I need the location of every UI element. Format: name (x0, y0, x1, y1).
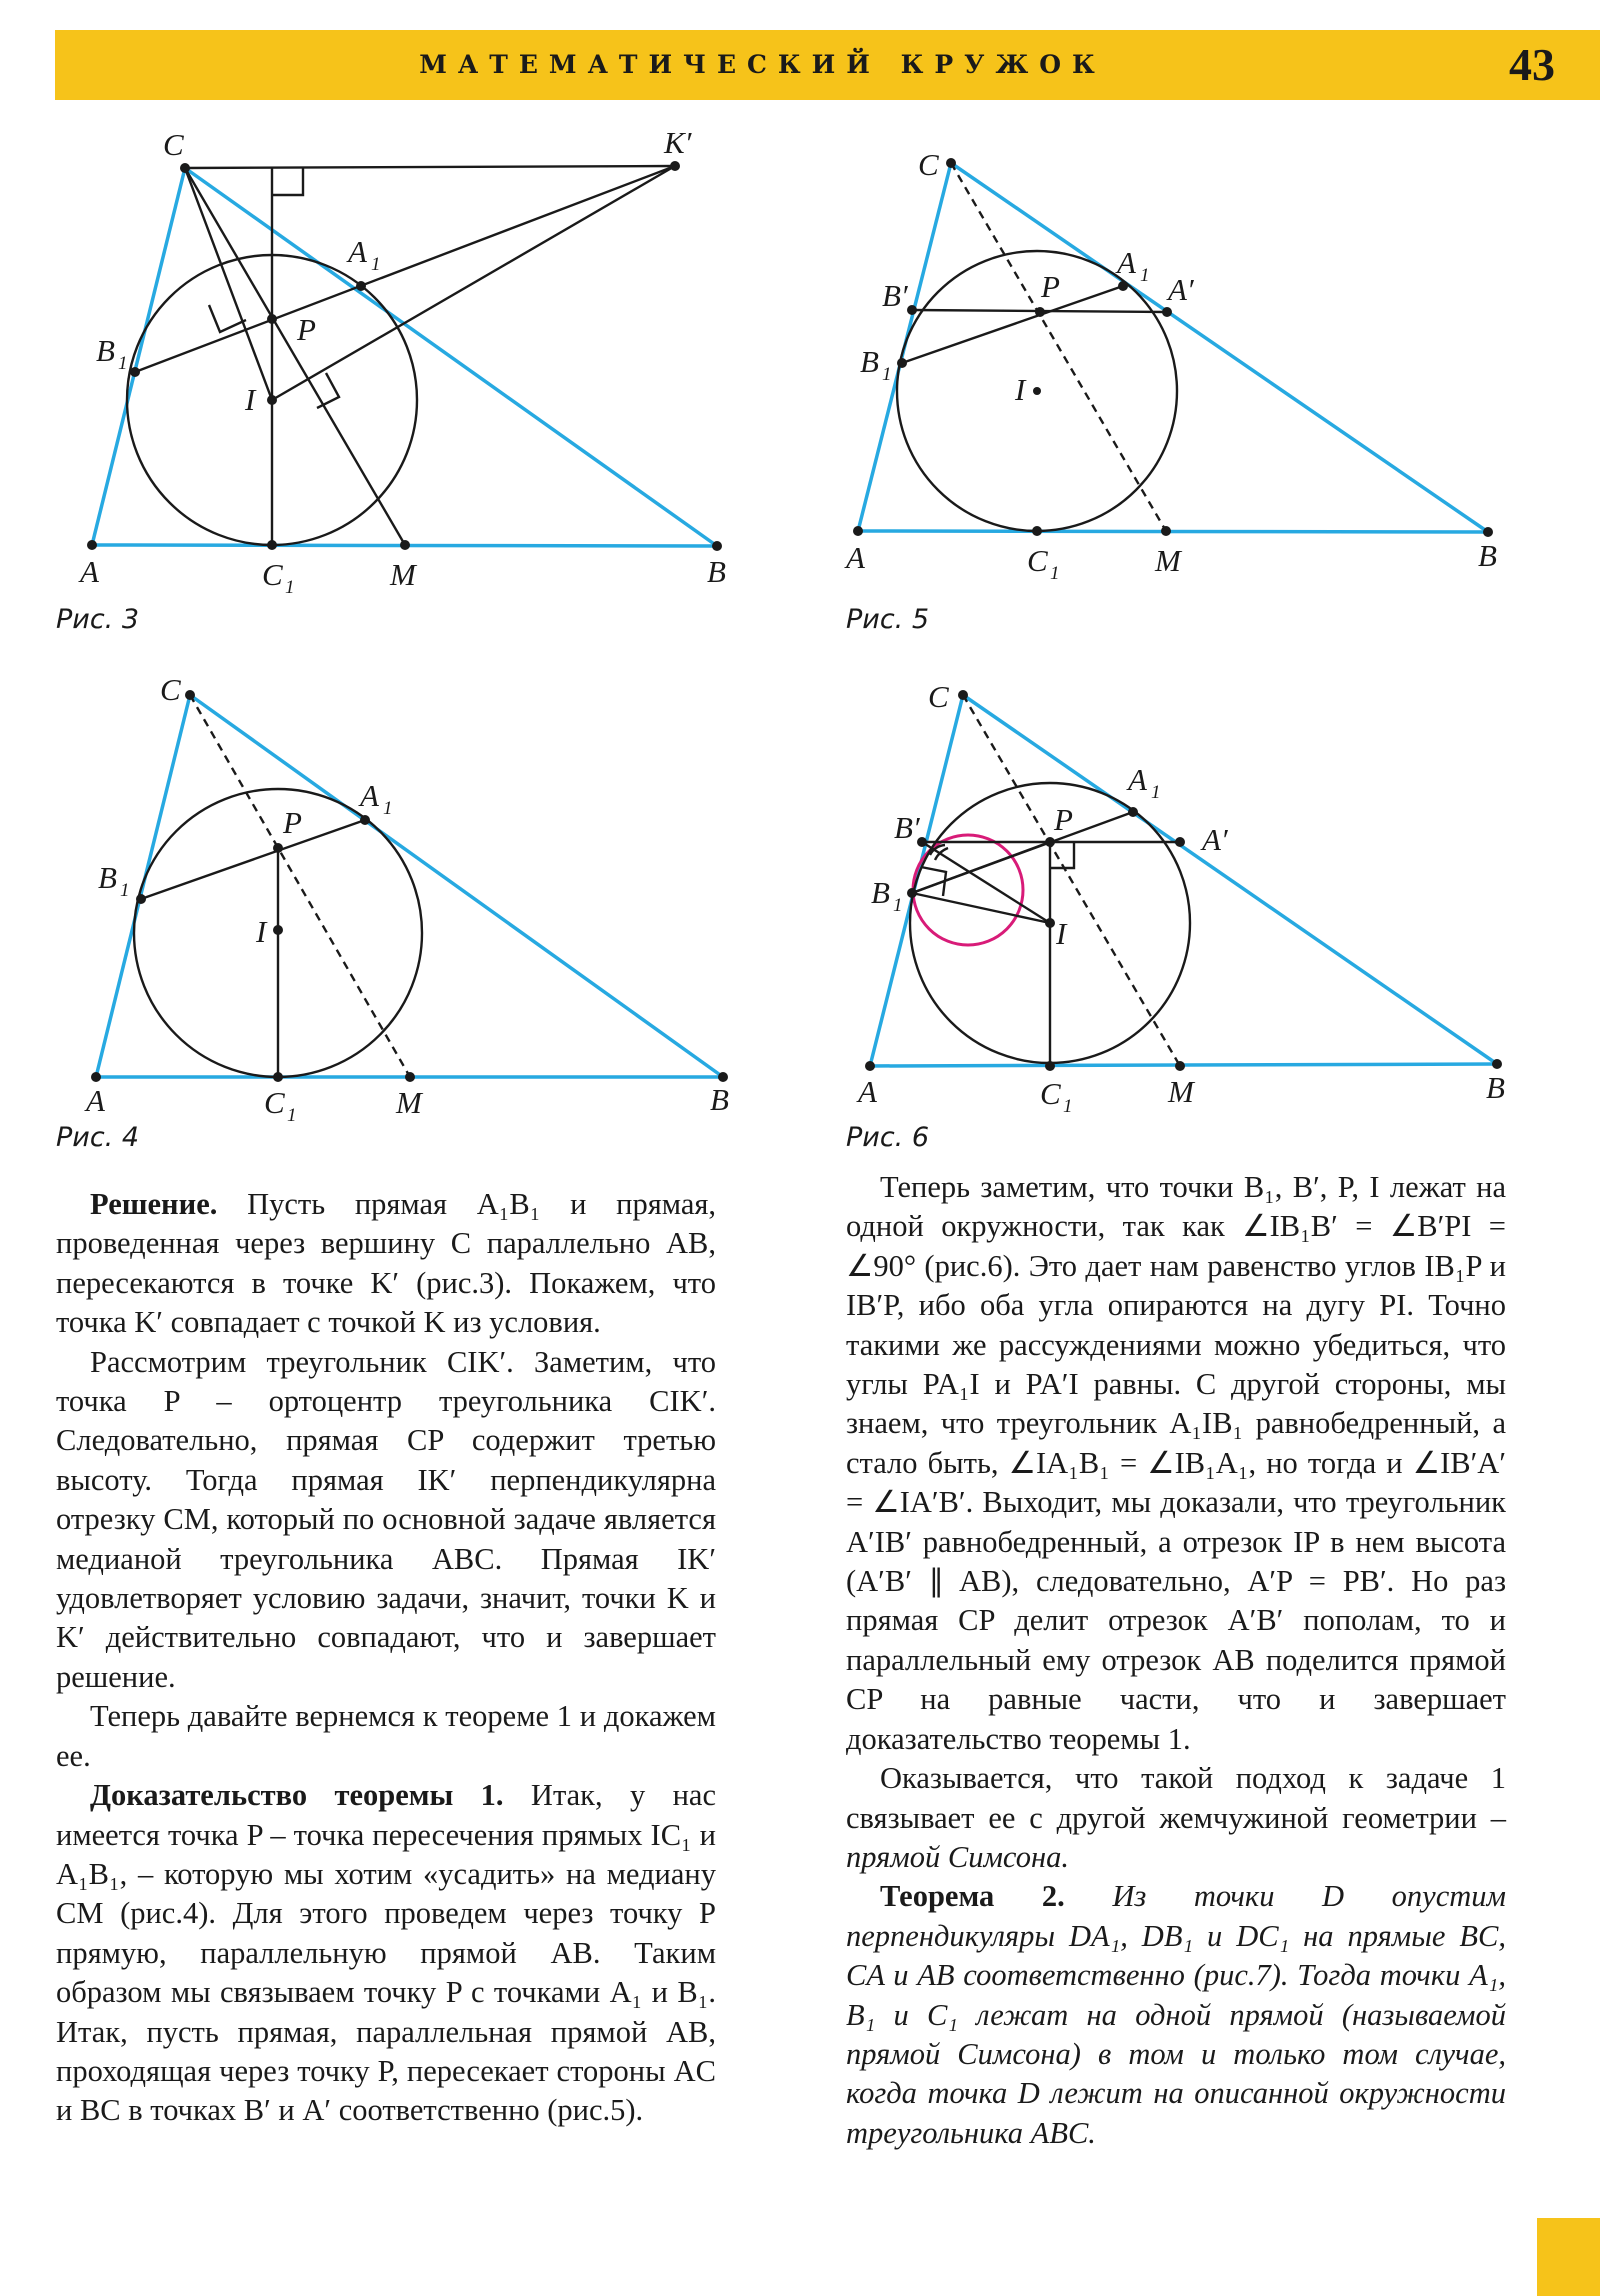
label-p: P (297, 312, 316, 347)
label-aprime: A′ (1168, 272, 1194, 307)
label-b1-sub: 1 (118, 353, 128, 374)
point-c (180, 163, 190, 173)
point-a1 (356, 281, 366, 291)
running-title: МАТЕМАТИЧЕСКИЙ КРУЖОК (419, 50, 1106, 79)
theorem-2-text: Из точки D опустим перпендикуляры DA₁, DB₁ и DC₁ на прямые BC, CA и AB соответственно (рис.7). Тогда точки A₁, B₁ и C₁ лежат на одной прямой (называемой прямой Симсона) в том и только том случае, когда точка D лежит на описанной окружности треугольника ABC. (846, 1879, 1506, 2150)
label-b1: B (96, 333, 115, 368)
label-b: B (1478, 538, 1497, 573)
theorem-2-paragraph (846, 1877, 1506, 2153)
figure-3 (0, 110, 800, 610)
right-angle-mark (1050, 842, 1074, 868)
label-m: M (396, 1085, 422, 1120)
label-p: P (283, 805, 302, 840)
label-a: A (80, 554, 99, 589)
figure-4-caption: Рис. 4 (56, 1122, 140, 1153)
label-c: C (160, 672, 181, 707)
label-a: A (858, 1074, 877, 1109)
figure-5 (800, 110, 1600, 610)
label-i: I (1056, 916, 1067, 951)
label-i: I (245, 382, 256, 417)
right-angle-mark (317, 373, 339, 408)
label-b1-sub: 1 (893, 895, 903, 916)
label-bprime: B′ (882, 278, 908, 313)
point-c1 (267, 540, 277, 550)
label-a1: A (360, 778, 379, 813)
label-b1-sub: 1 (120, 880, 130, 901)
label-i: I (1015, 372, 1026, 407)
ortocenter-paragraph: Рассмотрим треугольник CIK′. Заметим, что точка P – ортоцентр треугольника CIK′. Следовательно, прямая CP содержит третью высоту. Тогда прямая IK′ перпендикулярна отрезку CM, который по основной задаче является медианой треугольника ABC. Прямая IK′ удовлетворяет условию задачи, значит, точки K и K′ действительно совпадают, что и завершает решение. (56, 1344, 716, 1694)
point-m (400, 540, 410, 550)
line-i-kprime (272, 166, 675, 400)
cyclic-paragraph: Теперь заметим, что точки B₁, B′, P, I лежат на одной окружности, так как ∠IB₁B′ = ∠B′PI = ∠90° (рис.6). Это дает нам равенство углов IB₁P и IB′P, ибо оба угла опираются на дугу PI. Точно такими же рассуждениями можно убедиться, что углы PA₁I и PA′I равны. С другой стороны, мы знаем, что треугольник A₁IB₁ равнобедренный, а стало быть, ∠IA₁B₁ = ∠IB₁A₁, но тогда и ∠IB′A′ = ∠IA′B′. Выходит, мы доказали, что треугольник A′IB′ равнобедренный, а отрезок IP в нем высота (A′B′ ∥ AB), следовательно, A′P = PB′. Но раз прямая CP делит отрезок A′B′ пополам, то и параллельный ему отрезок AB поделится прямой CP на равные части, что и завершает доказательство теоремы 1. (846, 1170, 1506, 1756)
label-b: B (707, 554, 726, 589)
label-a: A (86, 1083, 105, 1118)
label-kprime: K′ (664, 125, 692, 160)
triangle-sides (858, 163, 1488, 532)
proof-text: Итак, у нас имеется точка P – точка пересечения прямых IC₁ и A₁B₁, – которую мы хотим «усадить» на медиану CM (рис.4). Для этого проведем через точку P прямую, параллельную прямой AB. Таким образом мы связываем точку P с точками A₁ и B₁. Итак, пусть прямая, параллельная прямой AB, проходящая через точку P, пересекает стороны AC и BC в точках B′ и A′ соответственно (рис.5). (56, 1778, 716, 2128)
label-c1: C (1040, 1076, 1061, 1111)
page-header (55, 30, 1600, 100)
right-angle-mark (272, 168, 303, 195)
point-i (267, 395, 277, 405)
label-m: M (1168, 1074, 1194, 1109)
line-c-m (185, 168, 405, 545)
label-b: B (710, 1082, 729, 1117)
label-a1-sub: 1 (1140, 265, 1150, 286)
label-c1: C (262, 557, 283, 592)
label-c1-sub: 1 (287, 1105, 297, 1126)
solution-text: Пусть прямая A₁B₁ и прямая, проведенная через вершину C параллельно AB, пересекаются в точке K′ (рис.3). Покажем, что точка K′ совпадает с точкой K из условия. (56, 1187, 717, 1340)
label-c1: C (1027, 543, 1048, 578)
simson-intro-paragraph (846, 1759, 1506, 1877)
line-c-kprime (185, 166, 675, 168)
triangle-sides (96, 695, 723, 1077)
label-c: C (163, 127, 184, 162)
return-paragraph: Теперь давайте вернемся к теореме 1 и докажем ее. (56, 1699, 716, 1773)
label-c1-sub: 1 (1063, 1096, 1073, 1117)
simson-intro-text: Оказывается, что такой подход к задаче 1 связывает ее с другой жемчужиной геометрии – (846, 1761, 1506, 1835)
solution-label: Решение. (90, 1187, 218, 1221)
label-c: C (928, 679, 949, 714)
label-c: C (918, 147, 939, 182)
label-b1: B (860, 344, 879, 379)
median-cm (963, 695, 1180, 1066)
figure-6-caption: Рис. 6 (846, 1122, 930, 1153)
left-text-column (56, 1185, 716, 2131)
label-a1-sub: 1 (1151, 782, 1161, 803)
point-kprime (670, 161, 680, 171)
median-cm (190, 695, 410, 1077)
label-b: B (1486, 1070, 1505, 1105)
label-a1: A (1128, 762, 1147, 797)
label-bprime: B′ (894, 810, 920, 845)
page-number: 43 (1509, 39, 1555, 90)
label-b1-sub: 1 (882, 364, 892, 385)
label-p: P (1041, 269, 1060, 304)
label-c1-sub: 1 (1050, 563, 1060, 584)
figure-5-caption: Рис. 5 (846, 604, 930, 635)
line-b1-a1 (902, 286, 1123, 363)
point-b (712, 541, 722, 551)
label-b1: B (98, 860, 117, 895)
proof-label: Доказательство теоремы 1. (90, 1778, 504, 1813)
theorem-2-label: Теорема 2. (880, 1879, 1065, 1914)
triangle-sides (92, 168, 717, 546)
corner-tab (1537, 2218, 1600, 2296)
label-a1-sub: 1 (383, 798, 393, 819)
label-i: I (256, 914, 267, 949)
line-b1-i (912, 893, 1050, 923)
label-a1: A (1117, 245, 1136, 280)
simson-line-term: прямой Симсона. (846, 1839, 1069, 1874)
label-c1: C (264, 1085, 285, 1120)
point-b1 (130, 367, 140, 377)
label-m: M (1155, 543, 1181, 578)
figure-6 (800, 670, 1600, 1140)
line-c-i (185, 168, 272, 400)
label-a: A (846, 540, 865, 575)
label-m: M (390, 557, 416, 592)
right-text-column (846, 1168, 1506, 2153)
label-aprime: A′ (1202, 822, 1228, 857)
label-p: P (1054, 802, 1073, 837)
label-c1-sub: 1 (285, 577, 295, 598)
figure-4 (0, 670, 800, 1140)
label-b1: B (871, 875, 890, 910)
proof-paragraph (56, 1776, 716, 2131)
label-a1-sub: 1 (371, 254, 381, 275)
point-a (87, 540, 97, 550)
median-cm (951, 163, 1166, 531)
solution-paragraph (56, 1185, 716, 1343)
point-p (267, 314, 277, 324)
figure-3-caption: Рис. 3 (56, 604, 140, 635)
label-a1: A (348, 234, 367, 269)
